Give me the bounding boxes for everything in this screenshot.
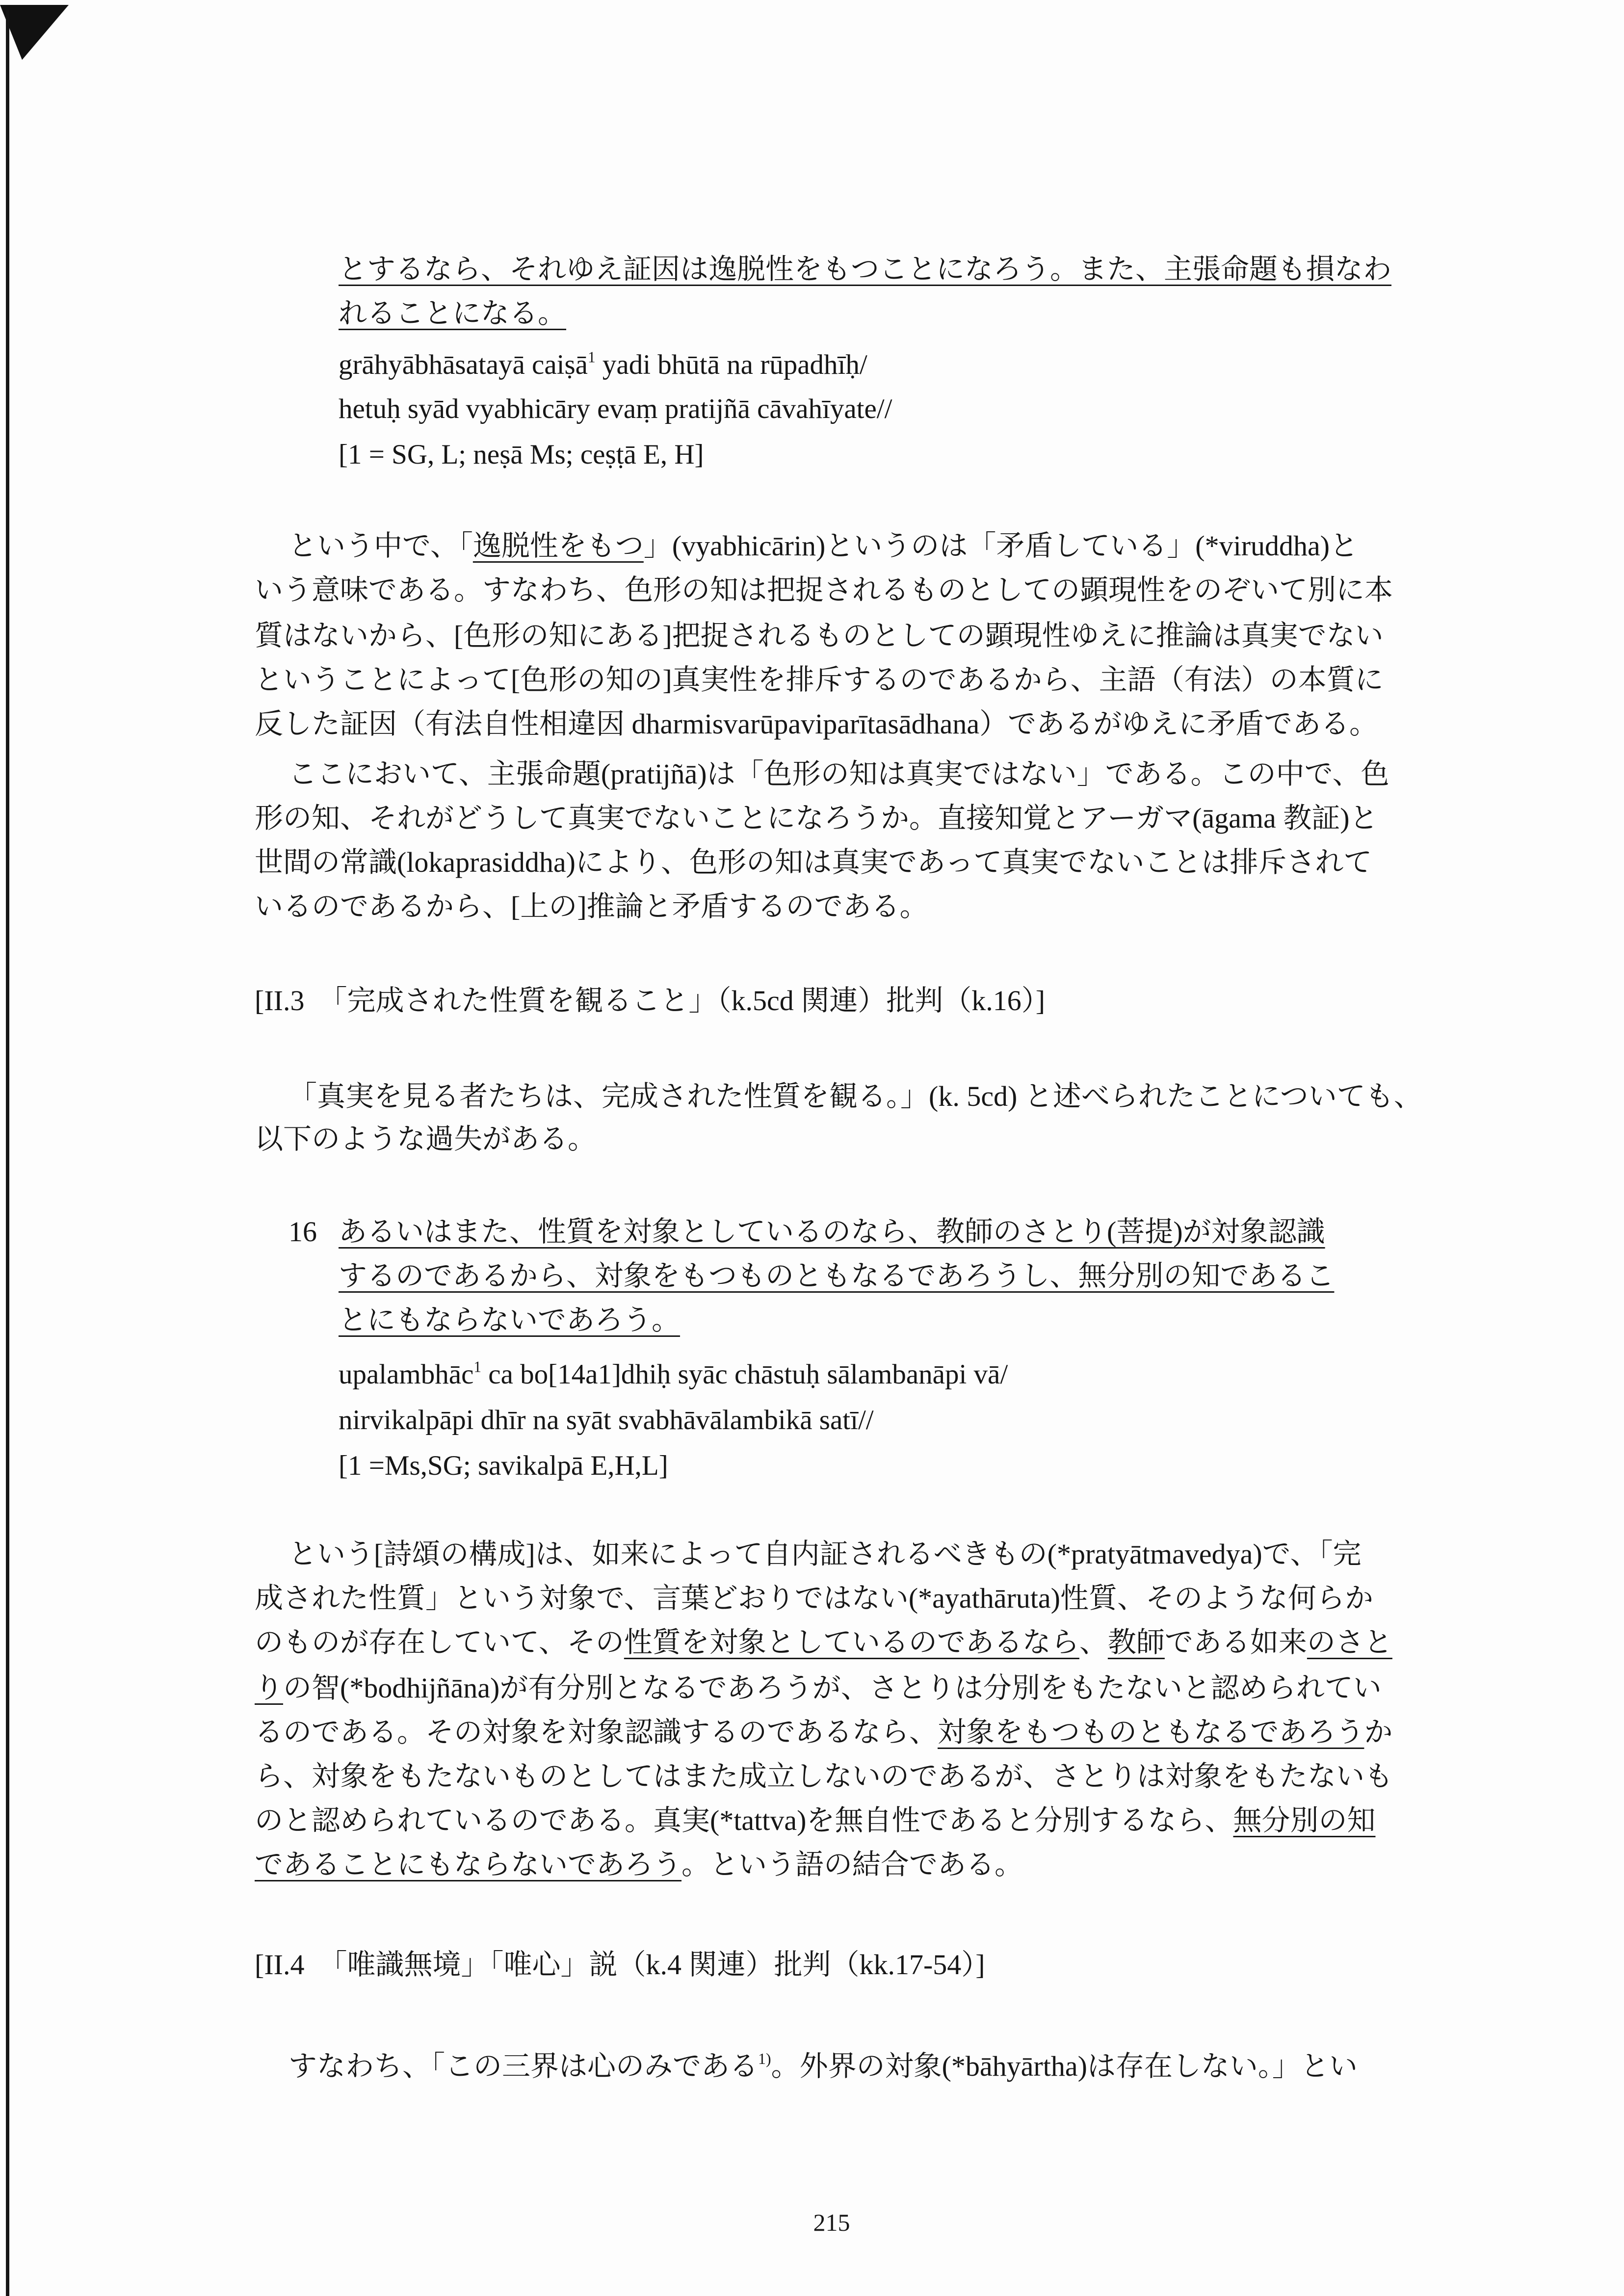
text-line: いるのであるから、[上の]推論と矛盾するのである。 bbox=[255, 890, 928, 922]
text-segment: という中で、「 bbox=[288, 530, 473, 562]
sanskrit-verse-line bbox=[339, 343, 867, 387]
binding-edge-mark bbox=[0, 0, 79, 2296]
verse-translation-line: するのであるから、対象をもつものともなるであろうし、無分別の知であるこ bbox=[339, 1260, 1335, 1292]
sanskrit-text: upalambhāc bbox=[339, 1359, 474, 1390]
variant-reading-note: [1 =Ms,SG; savikalpā E,H,L] bbox=[339, 1450, 668, 1481]
underlined-segment: 対象をもつものともなるであろう bbox=[938, 1716, 1364, 1748]
underlined-segment: 逸脱性をもつ bbox=[472, 530, 644, 562]
text-segment: 。という語の結合である。 bbox=[681, 1849, 1023, 1880]
verse-translation-line: とにもならないであろう。 bbox=[339, 1304, 681, 1336]
text-segment: である如来 bbox=[1164, 1626, 1307, 1658]
sanskrit-verse-line: hetuḥ syād vyabhicāry evaṃ pratijñā cāvahīyate// bbox=[339, 393, 892, 424]
text-segment: すなわち、「この三界は心のみである bbox=[288, 2050, 759, 2082]
text-segment: るのである。その対象を対象認識するのであるなら、 bbox=[255, 1716, 938, 1748]
text-segment: 。外界の対象(*bāhyārtha)は存在しない。」とい bbox=[771, 2050, 1358, 2082]
text-line: 以下のような過失がある。 bbox=[255, 1123, 597, 1155]
sanskrit-verse-line: nirvikalpāpi dhīr na syāt svabhāvālambikā satī// bbox=[339, 1405, 874, 1435]
footnote-marker: 1) bbox=[758, 2050, 771, 2068]
text-segment: 、 bbox=[1079, 1626, 1108, 1658]
text-segment: の智(*bodhijñāna)が有分別となるであろうが、さとりは分別をもたないと認められてい bbox=[283, 1672, 1382, 1704]
text-line: ここにおいて、主張命題(pratijñā)は「色形の知は真実ではない」である。この中で、色 bbox=[288, 758, 1389, 790]
verse-translation-line: あるいはまた、性質を対象としているのなら、教師のさとり(菩提)が対象認識 bbox=[339, 1216, 1325, 1248]
text-line: 質はないから、[色形の知にある]把捉されるものとしての顕現性ゆえに推論は真実でない bbox=[255, 620, 1384, 652]
page-number: 215 bbox=[813, 2209, 850, 2236]
text-line: 成された性質」という対象で、言葉どおりではない(*ayathāruta)性質、そのような何らか bbox=[255, 1582, 1373, 1614]
text-line bbox=[255, 1710, 1392, 1754]
text-line: ということによって[色形の知の]真実性を排斥するのであるから、主語（有法）の本質に bbox=[255, 664, 1384, 696]
text-segment: か bbox=[1364, 1716, 1393, 1748]
text-line: 「真実を見る者たちは、完成された性質を観る。」(k. 5cd) と述べられたことについても、 bbox=[288, 1080, 1422, 1112]
footnote-marker: 1 bbox=[473, 1358, 482, 1376]
text-line: 反した証因（有法自性相違因 dharmisvarūpaviparītasādhana）であるがゆえに矛盾である。 bbox=[255, 708, 1378, 740]
section-heading: [II.3 「完成された性質を観ること」（k.5cd 関連）批判（k.16）] bbox=[255, 985, 1046, 1017]
underlined-segment: 教師 bbox=[1107, 1626, 1165, 1658]
text-line bbox=[255, 1799, 1375, 1843]
underlined-segment: り bbox=[255, 1672, 284, 1704]
sanskrit-verse-line bbox=[339, 1353, 1008, 1397]
text-line bbox=[288, 524, 1358, 568]
sanskrit-text: yadi bhūtā na rūpadhīḥ/ bbox=[595, 349, 867, 380]
corner-triangle-mark bbox=[0, 5, 69, 60]
text-line: ら、対象をもたないものとしてはまた成立しないのであるが、さとりは対象をもたないも bbox=[255, 1760, 1393, 1792]
text-line: という[詩頌の構成]は、如来によって自内証されるべきもの(*pratyātmavedya)で、「完 bbox=[288, 1538, 1362, 1570]
text-line bbox=[255, 1666, 1382, 1710]
text-line bbox=[288, 2044, 1358, 2088]
verse-number: 16 bbox=[288, 1216, 317, 1248]
verse-translation-line: とするなら、それゆえ証因は逸脱性をもつことになろう。また、主張命題も損なわ bbox=[339, 253, 1392, 285]
section-heading: [II.4 「唯識無境」「唯心」説（k.4 関連）批判（kk.17-54）] bbox=[255, 1949, 985, 1981]
text-line bbox=[255, 1843, 1023, 1887]
text-segment: 」(vyabhicārin)というのは「矛盾している」(*viruddha)と bbox=[643, 530, 1359, 562]
text-line: 世間の常識(lokaprasiddha)により、色形の知は真実であって真実でないことは排斥されて bbox=[255, 846, 1372, 878]
margin-rule-line bbox=[6, 10, 9, 2296]
underlined-segment: のさと bbox=[1307, 1626, 1392, 1658]
sanskrit-text: grāhyābhāsatayā caiṣā bbox=[339, 349, 588, 380]
text-line bbox=[255, 1620, 1392, 1665]
text-line: いう意味である。すなわち、色形の知は把捉されるものとしての顕現性をのぞいて別に本 bbox=[255, 574, 1393, 606]
verse-translation-line: れることになる。 bbox=[339, 297, 567, 329]
sanskrit-text: ca bo[14a1]dhiḥ syāc chāstuḥ sālambanāpi vā/ bbox=[481, 1359, 1008, 1390]
text-line: 形の知、それがどうして真実でないことになろうか。直接知覚とアーガマ(āgama 教証)と bbox=[255, 802, 1378, 834]
underlined-segment: 無分別の知 bbox=[1233, 1804, 1376, 1836]
underlined-segment: であることにもならないであろう bbox=[255, 1849, 682, 1880]
variant-reading-note: [1 = SG, L; neṣā Ms; ceṣṭā E, H] bbox=[339, 439, 704, 470]
text-segment: のと認められているのである。真実(*tattva)を無自性であると分別するなら、 bbox=[255, 1804, 1233, 1836]
text-segment: のものが存在していて、その bbox=[255, 1626, 624, 1658]
underlined-segment: 性質を対象としているのであるなら bbox=[624, 1626, 1079, 1658]
footnote-marker: 1 bbox=[587, 348, 596, 366]
